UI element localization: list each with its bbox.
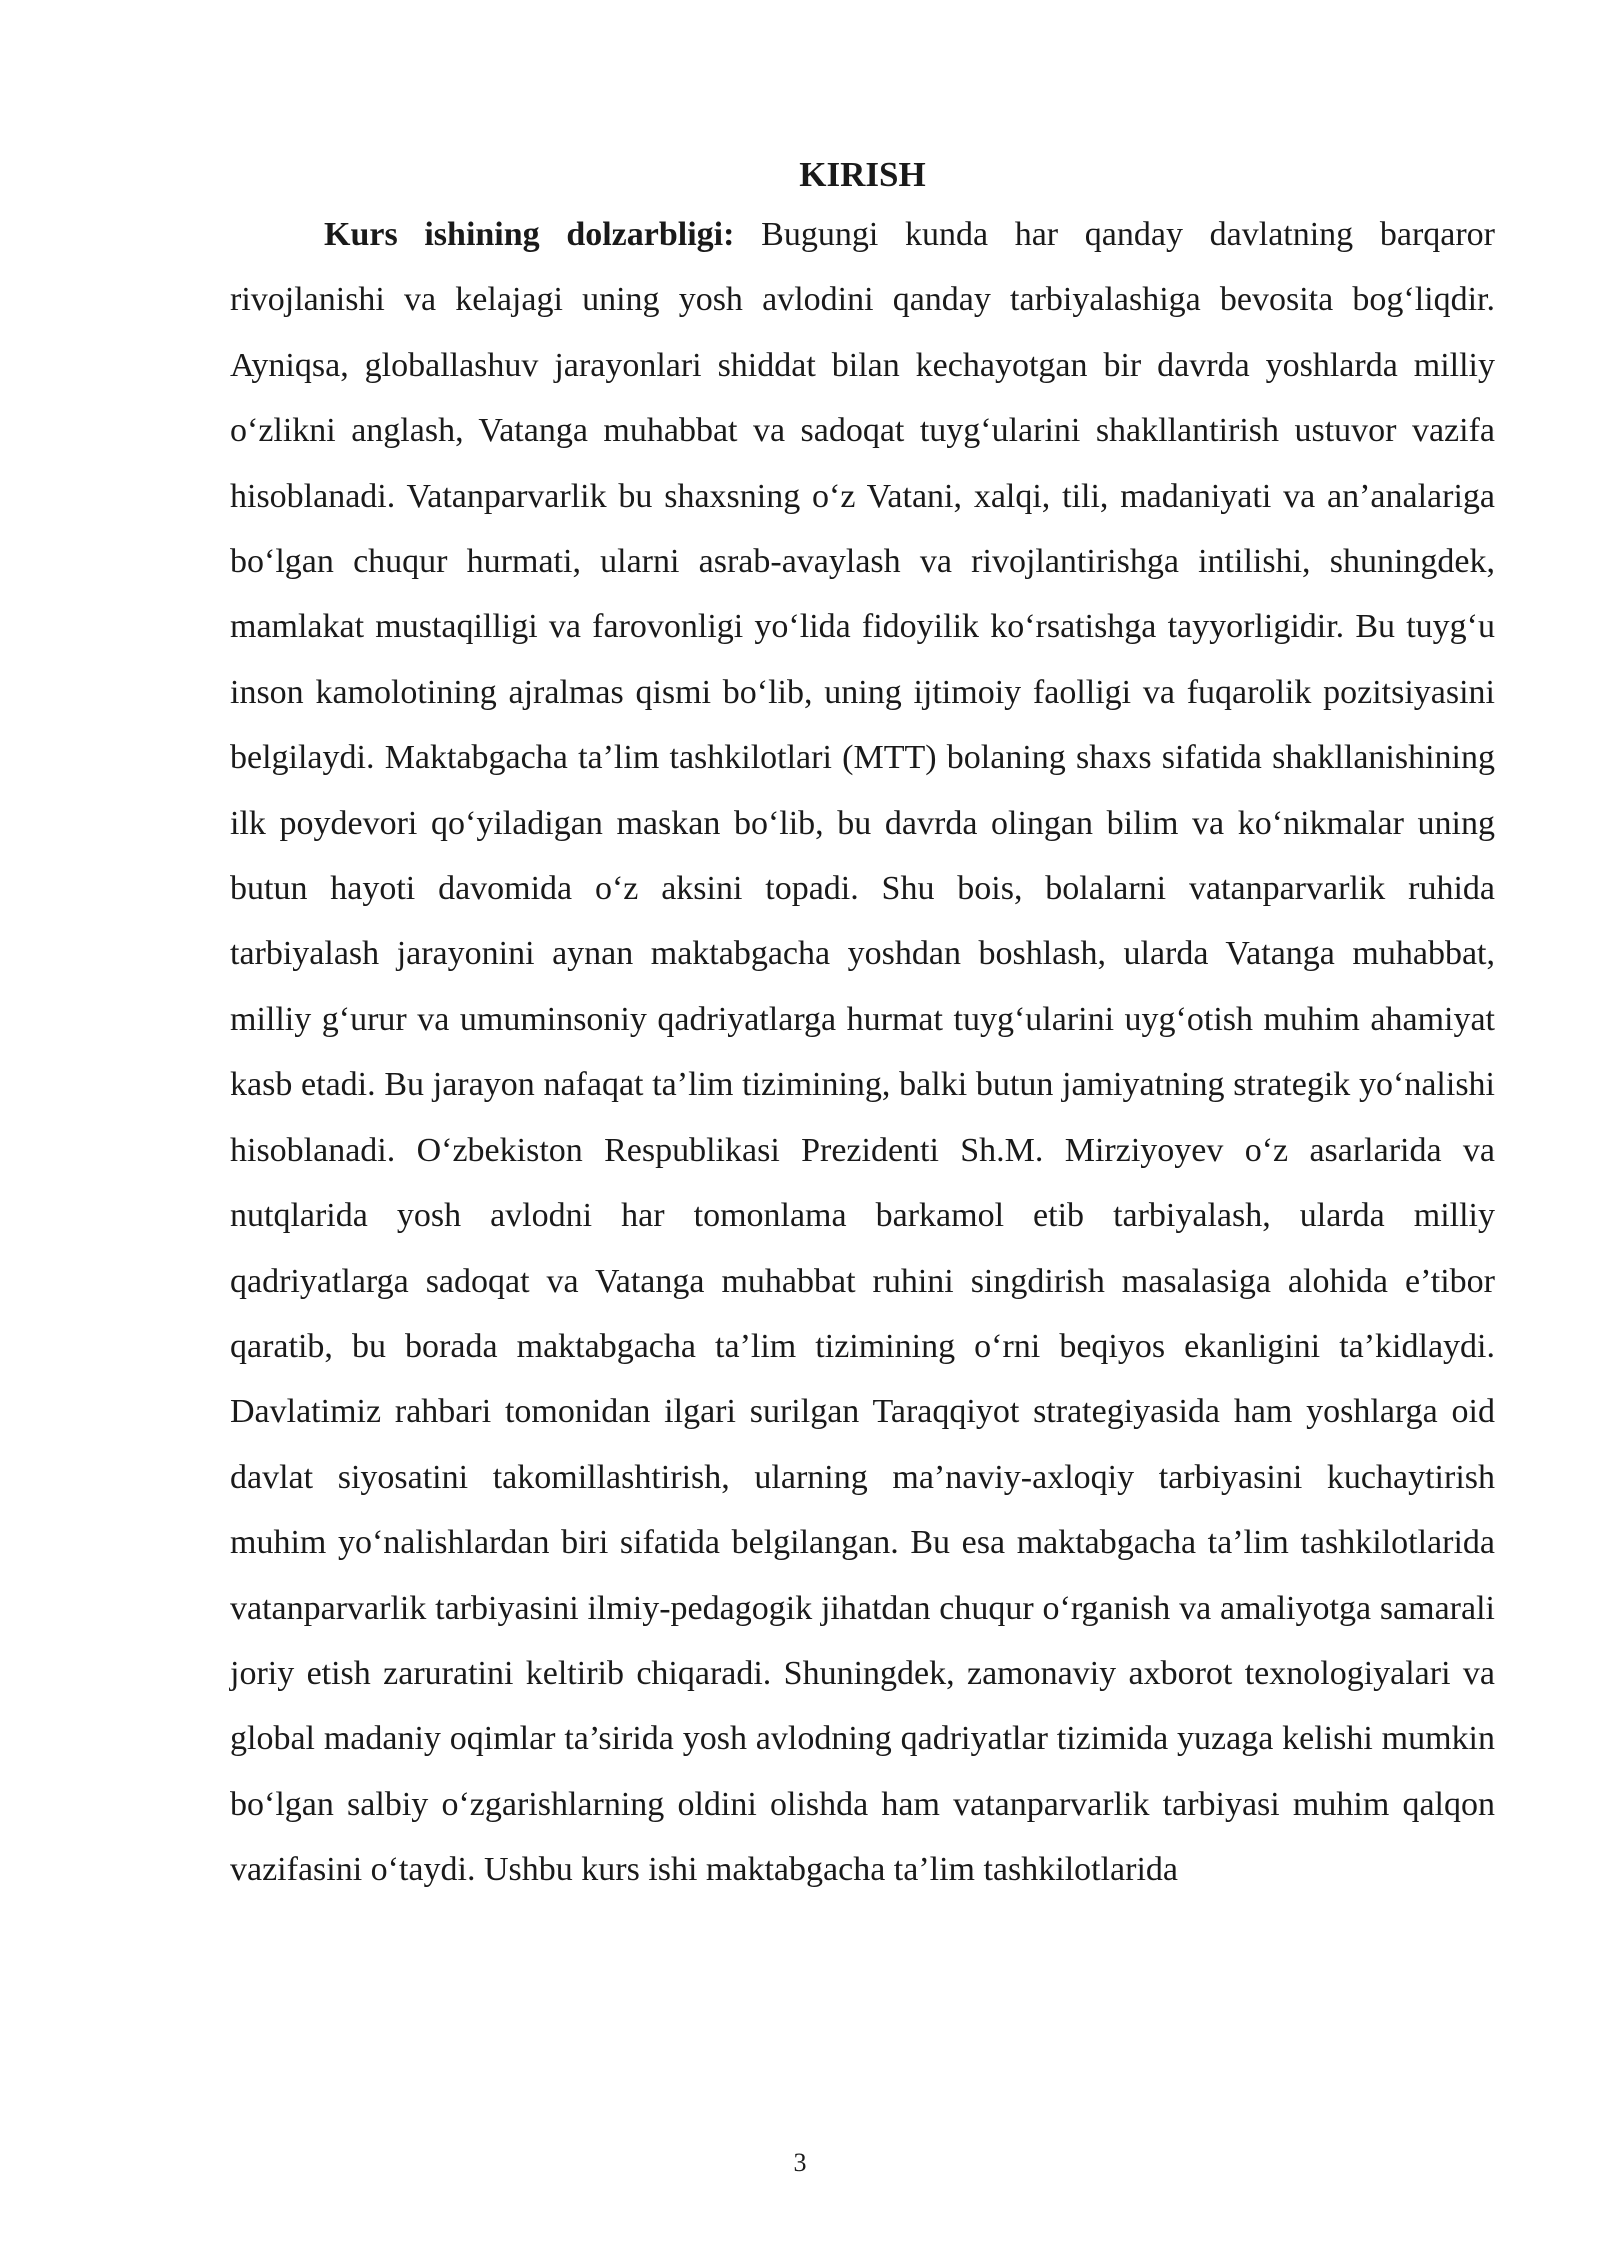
lead-label: Kurs ishining dolzarbligi:: [324, 216, 735, 253]
document-page: [230, 150, 1495, 1903]
section-heading: KIRISH: [799, 155, 926, 194]
body-paragraph: [230, 202, 1495, 1903]
paragraph-text: Bugungi kunda har qanday davlatning barqaror rivojlanishi va kelajagi uning yosh avlodini qanday tarbiyalashiga bevosita bog‘liqdir. Ayniqsa, globallashuv jarayonlari shiddat bilan kechayotgan bir davrda yoshlarda milliy o‘zlikni anglash, Vatanga muhabbat va sadoqat tuyg‘ularini shakllantirish ustuvor vazifa hisoblanadi. Vatanparvarlik bu shaxsning o‘z Vatani, xalqi, tili, madaniyati va an’analariga bo‘lgan chuqur hurmati, ularni asrab-avaylash va rivojlantirishga intilishi, shuningdek, mamlakat mustaqilligi va farovonligi yo‘lida fidoyilik ko‘rsatishga tayyorligidir. Bu tuyg‘u inson kamolotining ajralmas qismi bo‘lib, uning ijtimoiy faolligi va fuqarolik pozitsiyasini belgilaydi. Maktabgacha ta’lim tashkilotlari (MTT) bolaning shaxs sifatida shakllanishining ilk poydevori qo‘yiladigan maskan bo‘lib, bu davrda olingan bilim va ko‘nikmalar uning butun hayoti davomida o‘z aksini topadi. Shu bois, bolalarni vatanparvarlik ruhida tarbiyalash jarayonini aynan maktabgacha yoshdan boshlash, ularda Vatanga muhabbat, milliy g‘urur va umuminsoniy qadriyatlarga hurmat tuyg‘ularini uyg‘otish muhim ahamiyat kasb etadi. Bu jarayon nafaqat ta’lim tizimining, balki butun jamiyatning strategik yo‘nalishi hisoblanadi. O‘zbekiston Respublikasi Prezidenti Sh.M. Mirziyoyev o‘z asarlarida va nutqlarida yosh avlodni har tomonlama barkamol etib tarbiyalash, ularda milliy qadriyatlarga sadoqat va Vatanga muhabbat ruhini singdirish masalasiga alohida e’tibor qaratib, bu borada maktabgacha ta’lim tizimining o‘rni beqiyos ekanligini ta’kidlaydi. Davlatimiz rahbari tomonidan ilgari surilgan Taraqqiyot strategiyasida ham yoshlarga oid davlat siyosatini takomillashtirish, ularning ma’naviy-axloqiy tarbiyasini kuchaytirish muhim yo‘nalishlardan biri sifatida belgilangan. Bu esa maktabgacha ta’lim tashkilotlarida vatanparvarlik tarbiyasini ilmiy-pedagogik jihatdan chuqur o‘rganish va amaliyotga samarali joriy etish zaruratini keltirib chiqaradi. Shuningdek, zamonaviy axborot texnologiyalari va global madaniy oqimlar ta’sirida yosh avlodning qadriyatlar tizimida yuzaga kelishi mumkin bo‘lgan salbiy o‘zgarishlarning oldini olishda ham vatanparvarlik tarbiyasi muhim qalqon vazifasini o‘taydi. Ushbu kurs ishi maktabgacha ta’lim tashkilotlarida: [230, 216, 1496, 1889]
page-number: 3: [793, 2148, 807, 2177]
